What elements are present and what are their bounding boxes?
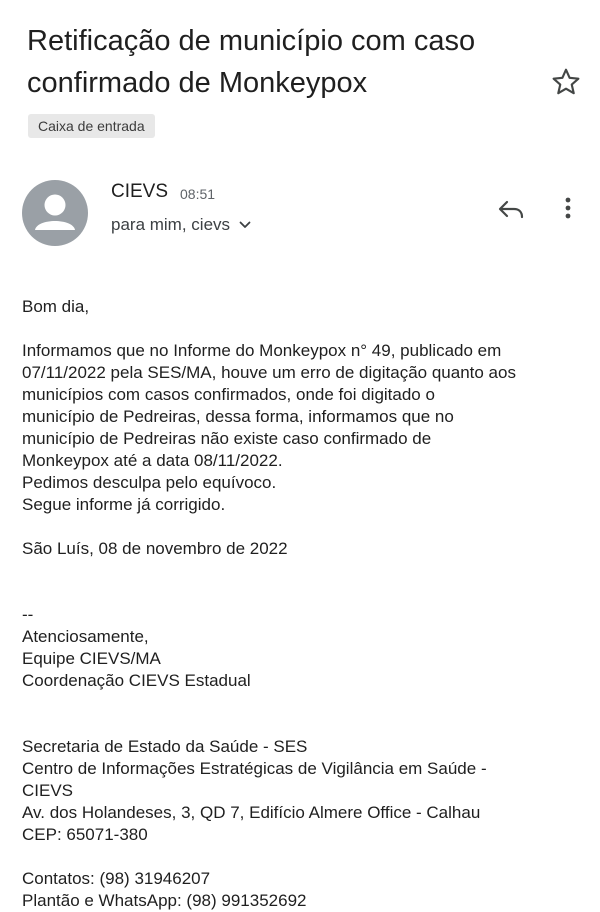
inbox-label-chip[interactable]: Caixa de entrada bbox=[28, 114, 155, 138]
greeting: Bom dia, bbox=[22, 297, 90, 316]
whatsapp-phone: Plantão e WhatsApp: (98) 991352692 bbox=[22, 891, 307, 910]
attached-note: Segue informe já corrigido. bbox=[22, 495, 226, 514]
body-line: município de Pedreiras, dessa forma, informamos que no bbox=[22, 407, 454, 426]
email-subject: Retificação de município com caso confirmado de Monkeypox bbox=[27, 25, 476, 99]
sent-time: 08:51 bbox=[180, 186, 216, 202]
recipients-toggle[interactable] bbox=[111, 214, 252, 236]
org-line: Centro de Informações Estratégicas de Vigilância em Saúde - bbox=[22, 759, 487, 778]
date-line: São Luís, 08 de novembro de 2022 bbox=[22, 539, 288, 558]
avatar-icon[interactable] bbox=[22, 180, 88, 246]
signature-coordination: Coordenação CIEVS Estadual bbox=[22, 671, 251, 690]
body-line: municípios com casos confirmados, onde foi digitado o bbox=[22, 385, 435, 404]
reply-icon[interactable] bbox=[496, 194, 526, 224]
signature-separator: -- bbox=[22, 605, 34, 624]
body-line: 07/11/2022 pela SES/MA, houve um erro de digitação quanto aos bbox=[22, 363, 516, 382]
signature-team: Equipe CIEVS/MA bbox=[22, 649, 161, 668]
email-body bbox=[22, 296, 582, 912]
body-line: Monkeypox até a data 08/11/2022. bbox=[22, 451, 283, 470]
body-line: município de Pedreiras não existe caso confirmado de bbox=[22, 429, 432, 448]
more-vert-icon[interactable] bbox=[556, 194, 580, 224]
org-line: CIEVS bbox=[22, 781, 74, 800]
body-line: Informamos que no Informe do Monkeypox n° 49, publicado em bbox=[22, 341, 502, 360]
star-icon[interactable] bbox=[550, 66, 582, 98]
signature-regards: Atenciosamente, bbox=[22, 627, 149, 646]
sender-name[interactable]: CIEVS bbox=[111, 181, 169, 202]
recipients-text: para mim, cievs bbox=[111, 215, 231, 234]
chevron-down-icon bbox=[238, 218, 252, 232]
org-line: Secretaria de Estado da Saúde - SES bbox=[22, 737, 308, 756]
org-zip: CEP: 65071-380 bbox=[22, 825, 148, 844]
apology-line: Pedimos desculpa pelo equívoco. bbox=[22, 473, 277, 492]
org-address: Av. dos Holandeses, 3, QD 7, Edifício Almere Office - Calhau bbox=[22, 803, 481, 822]
contacts-phone: Contatos: (98) 31946207 bbox=[22, 869, 211, 888]
